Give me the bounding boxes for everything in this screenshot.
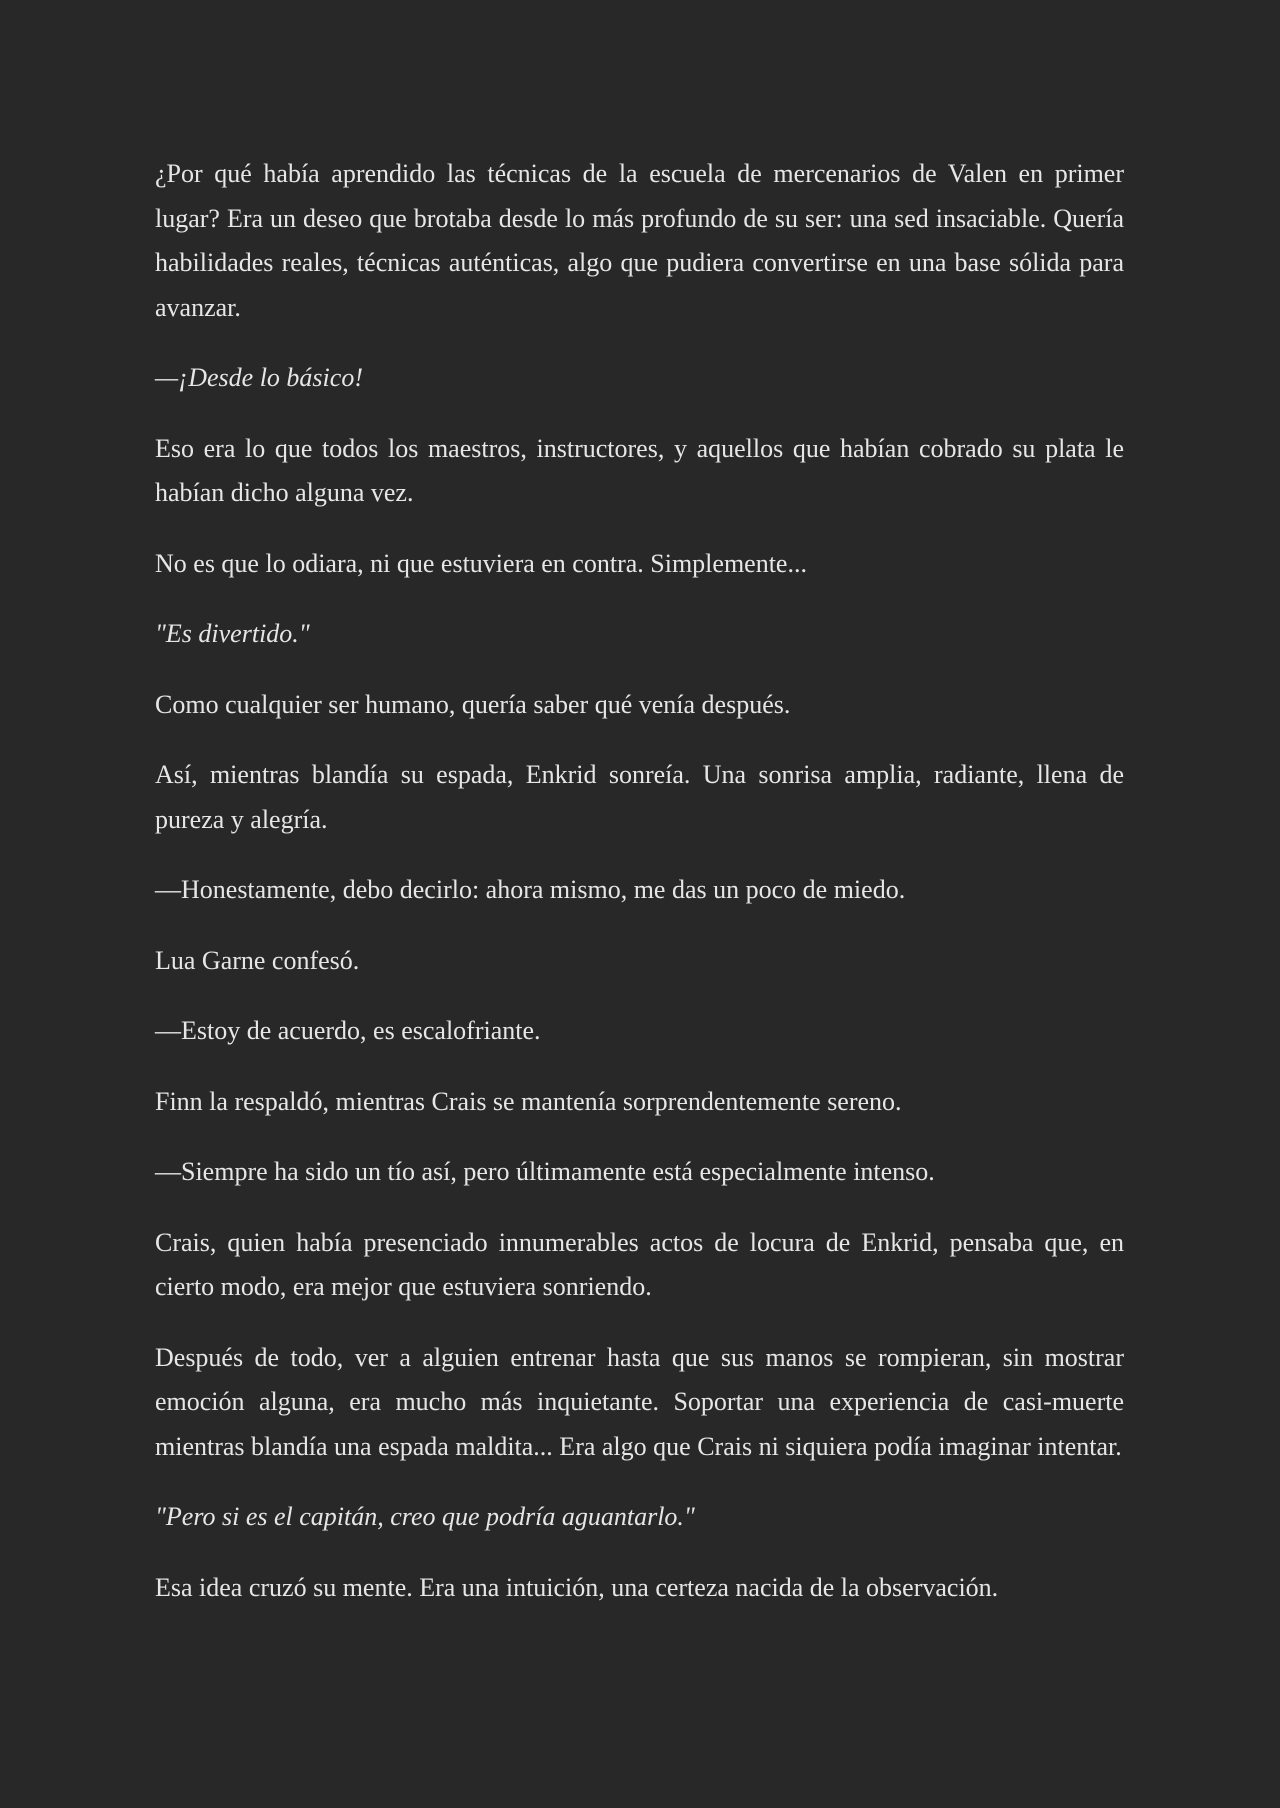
dialogue-paragraph: —Siempre ha sido un tío así, pero últimamente está especialmente intenso. [155, 1157, 935, 1186]
paragraph: Crais, quien había presenciado innumerables actos de locura de Enkrid, pensaba que, en cierto modo, era mejor que estuviera sonriendo. [155, 1227, 1124, 1301]
paragraph-italic-thought: —¡Desde lo básico! [155, 363, 363, 392]
dialogue-paragraph: —Estoy de acuerdo, es escalofriante. [155, 1016, 541, 1045]
dialogue-paragraph: —Honestamente, debo decirlo: ahora mismo, me das un poco de miedo. [155, 875, 906, 904]
paragraph: No es que lo odiara, ni que estuviera en contra. Simplemente... [155, 548, 807, 578]
paragraph: Así, mientras blandía su espada, Enkrid sonreía. Una sonrisa amplia, radiante, llena de pureza y alegría. [155, 760, 1124, 834]
paragraph: Después de todo, ver a alguien entrenar hasta que sus manos se rompieran, sin mostrar emoción alguna, era mucho más inquietante. Soportar una experiencia de casi-muerte mientras blandía una espada maldita... Era algo que Crais ni siquiera podía imaginar intentar. [155, 1342, 1124, 1461]
paragraph-italic-thought: "Pero si es el capitán, creo que podría aguantarlo." [155, 1502, 695, 1531]
paragraph: Finn la respaldó, mientras Crais se mantenía sorprendentemente sereno. [155, 1086, 902, 1116]
paragraph-italic-thought: "Es divertido." [155, 619, 310, 648]
chapter-text [155, 152, 1124, 1636]
paragraph: Lua Garne confesó. [155, 945, 360, 975]
paragraph: Eso era lo que todos los maestros, instructores, y aquellos que habían cobrado su plata le habían dicho alguna vez. [155, 433, 1124, 507]
paragraph: Como cualquier ser humano, quería saber qué venía después. [155, 689, 791, 719]
paragraph: Esa idea cruzó su mente. Era una intuición, una certeza nacida de la observación. [155, 1572, 999, 1602]
paragraph: ¿Por qué había aprendido las técnicas de la escuela de mercenarios de Valen en primer lugar? Era un deseo que brotaba desde lo más profundo de su ser: una sed insaciable. Quería habilidades reales, técnicas auténticas, algo que pudiera convertirse en una base sólida para avanzar. [155, 159, 1124, 322]
